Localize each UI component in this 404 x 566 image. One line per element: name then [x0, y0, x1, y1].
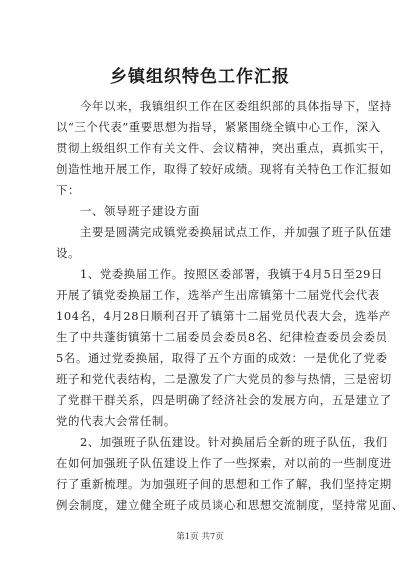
body-line: 了党群干群关系，四是明确了经济社会的发展方向，五是建立了	[56, 393, 392, 407]
body-line: 下：	[56, 183, 80, 197]
body-line: 1、党委换届工作。按照区委部署，我镇于4月5日至29日	[56, 267, 384, 281]
body-line: 班子和党代表结构，二是激发了广大党员的参与热情，三是密切	[56, 372, 392, 386]
body-line: 主要是圆满完成镇党委换届试点工作，并加强了班子队伍建	[56, 225, 392, 239]
body-line: 设。	[56, 246, 80, 260]
body-line: 贯彻上级组织工作有关文件、会议精神，突出重点，真抓实干，	[56, 141, 392, 155]
document-body	[56, 96, 404, 516]
body-line: 以“三个代表”重要思想为指导，紧紧围绕全镇中心工作，深入	[56, 120, 381, 134]
body-line: 行了重新梳理。为加强班子间的思想和工作了解，我们坚持定期	[56, 477, 392, 491]
body-line: 今年以来，我镇组织工作在区委组织部的具体指导下，坚持	[56, 99, 392, 113]
body-line: 生了中共蓬街镇第十二届委员会委员8名、纪律检查委员会委员	[56, 330, 388, 344]
body-line: 2、加强班子队伍建设。针对换届后全新的班子队伍，我们	[56, 435, 388, 449]
page-number: 第1页 共7页	[176, 532, 224, 542]
section-heading: 一、领导班子建设方面	[56, 204, 200, 218]
body-line: 5名。通过党委换届，取得了五个方面的成效：一是优化了党委	[56, 351, 388, 365]
document-title: 乡镇组织特色工作汇报	[110, 67, 290, 87]
body-line: 104名，4月28日顺利召开了镇第十二届党员代表大会，选举产	[56, 309, 391, 323]
body-line: 党的代表大会常任制。	[56, 414, 176, 428]
body-line: 在如何加强班子队伍建设上作了一些探索，对以前的一些制度进	[56, 456, 392, 470]
body-line: 创造性地开展工作，取得了较好成绩。现将有关特色工作汇报如	[56, 162, 392, 176]
body-line: 开展了镇党委换届工作，选举产生出席镇第十二届党代会代表	[56, 288, 380, 302]
body-line: 例会制度，建立健全班子成员谈心和思想交流制度，坚持常见面、	[56, 498, 404, 512]
